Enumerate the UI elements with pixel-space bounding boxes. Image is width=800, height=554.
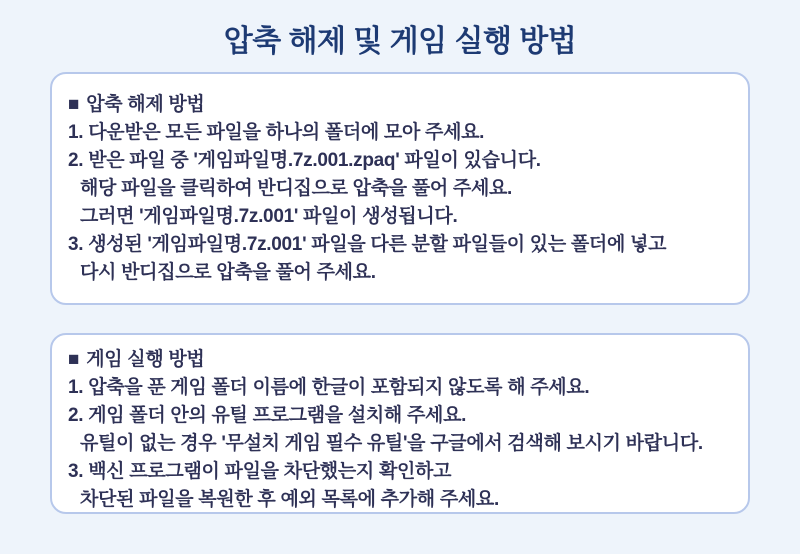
section-title: 게임 실행 방법 (86, 349, 205, 370)
section-header (68, 91, 732, 119)
section-title: 압축 해제 방법 (86, 94, 205, 115)
instruction-line: 1. 압축을 푼 게임 폴더 이름에 한글이 포함되지 않도록 해 주세요. (68, 377, 590, 398)
page-title: 압축 해제 및 게임 실행 방법 (223, 25, 577, 58)
instruction-line: 3. 백신 프로그램이 파일을 차단했는지 확인하고 (68, 461, 452, 482)
section-header (68, 346, 732, 374)
instruction-line: 다시 반디집으로 압축을 풀어 주세요. (80, 262, 376, 283)
square-bullet-icon: ■ (68, 94, 80, 115)
game-run-method-card (50, 333, 750, 514)
instruction-line: 그러면 '게임파일명.7z.001' 파일이 생성됩니다. (80, 206, 458, 227)
instruction-line: 2. 받은 파일 중 '게임파일명.7z.001.zpaq' 파일이 있습니다. (68, 150, 541, 171)
square-bullet-icon: ■ (68, 349, 80, 370)
instruction-line: 2. 게임 폴더 안의 유틸 프로그램을 설치해 주세요. (68, 405, 467, 426)
instruction-line: 1. 다운받은 모든 파일을 하나의 폴더에 모아 주세요. (68, 122, 485, 143)
instruction-line: 유틸이 없는 경우 '무설치 게임 필수 유틸'을 구글에서 검색해 보시기 바랍니다. (80, 433, 703, 454)
instruction-line: 3. 생성된 '게임파일명.7z.001' 파일을 다른 분할 파일들이 있는 폴더에 넣고 (68, 234, 667, 255)
instruction-line: 해당 파일을 클릭하여 반디집으로 압축을 풀어 주세요. (80, 178, 513, 199)
extraction-method-card (50, 72, 750, 305)
instruction-line: 차단된 파일을 복원한 후 예외 목록에 추가해 주세요. (80, 489, 499, 510)
